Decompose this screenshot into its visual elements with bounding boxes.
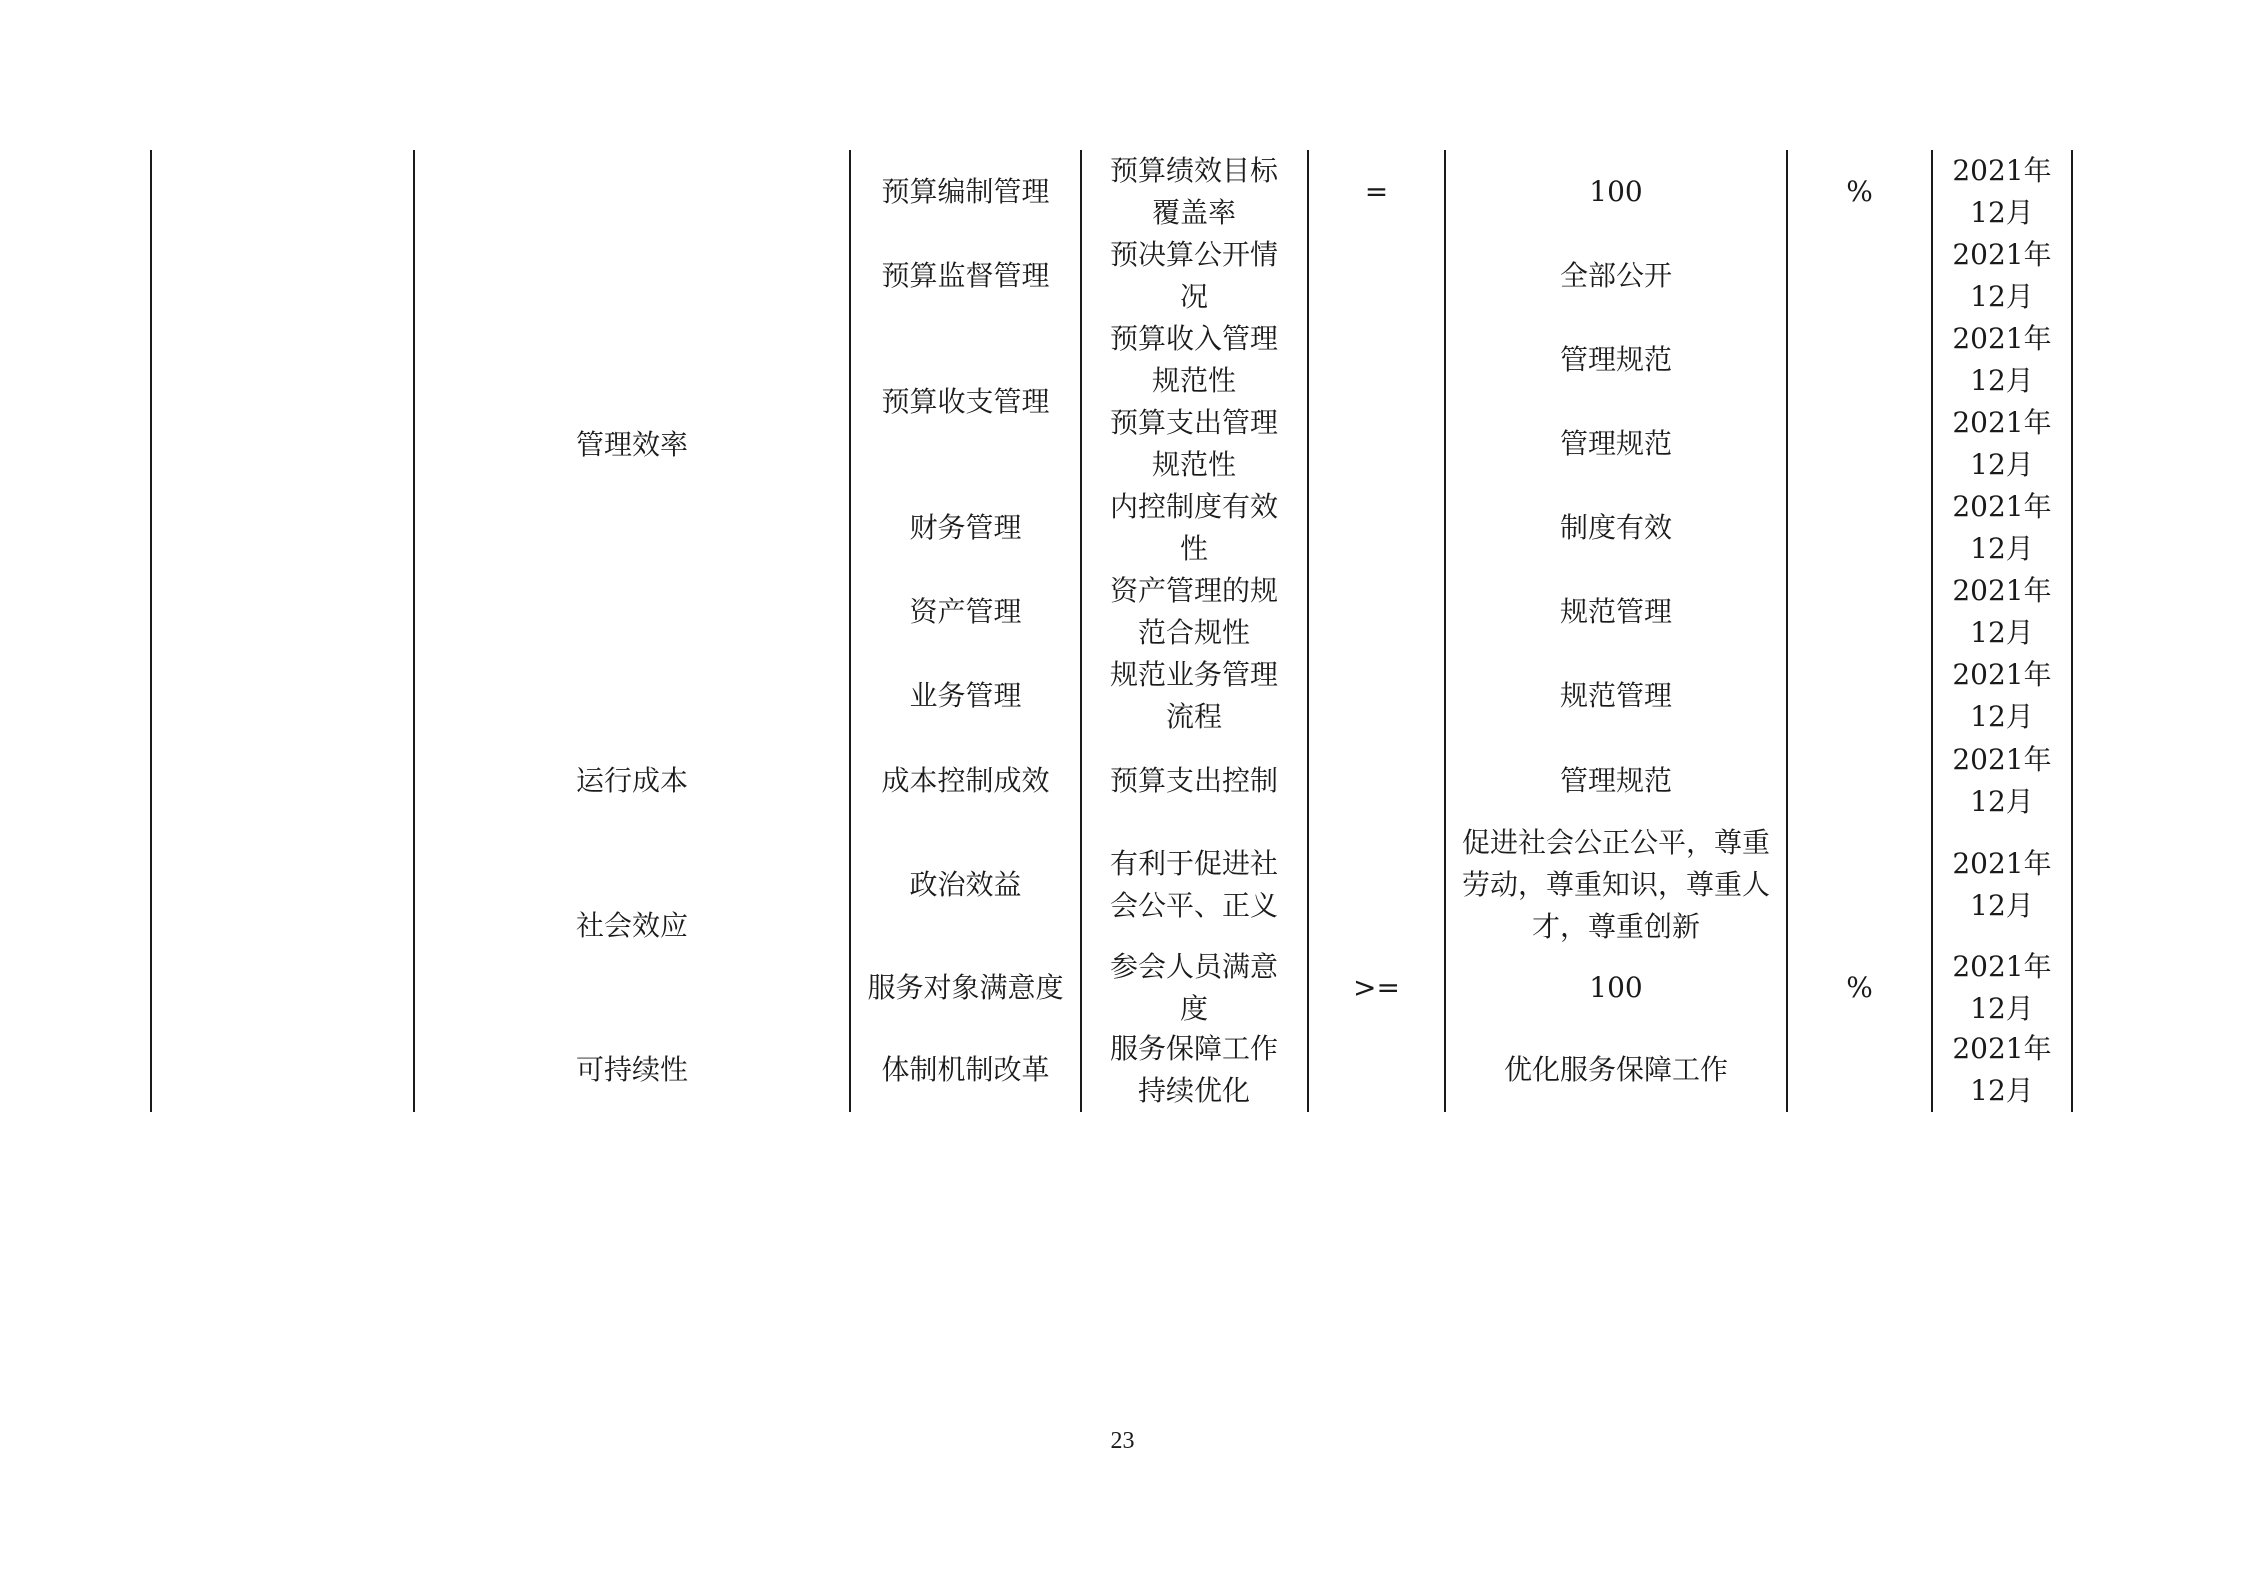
level2-operating-cost: 运行成本: [575, 764, 688, 797]
level3-cell: 预算收支管理: [881, 385, 1050, 418]
target-cell: 管理规范: [1559, 427, 1672, 460]
target-cell: 促进社会公正公平，尊重劳动，尊重知识，尊重人才，尊重创新: [1461, 826, 1770, 943]
indicator-cell: 预算绩效目标覆盖率: [1109, 154, 1278, 229]
target-cell: 管理规范: [1559, 764, 1672, 797]
level3-cell: 预算监督管理: [881, 259, 1050, 292]
operator-cell: =: [1364, 175, 1389, 208]
level2-social-effect: 社会效应: [575, 908, 688, 942]
level3-cell: 业务管理: [909, 679, 1022, 712]
date-cell: 2021年12月: [1952, 949, 2052, 1025]
indicator-cell: 参会人员满意度: [1109, 949, 1278, 1025]
page-number: 23: [1110, 1428, 1135, 1454]
date-cell: 2021年12月: [1952, 574, 2052, 649]
indicator-cell: 有利于促进社会公平、正义: [1109, 847, 1278, 922]
date-cell: 2021年12月: [1952, 406, 2052, 481]
unit-cell: %: [1846, 175, 1873, 208]
level3-cell: 预算编制管理: [881, 175, 1050, 208]
target-cell: 管理规范: [1559, 343, 1672, 376]
date-cell: 2021年12月: [1952, 743, 2052, 818]
indicator-cell: 预算收入管理规范性: [1109, 322, 1278, 397]
date-cell: 2021年12月: [1952, 322, 2052, 397]
level3-cell: 政治效益: [909, 868, 1022, 901]
table-border-left: [150, 150, 152, 1112]
date-cell: 2021年12月: [1952, 658, 2052, 733]
date-cell: 2021年12月: [1952, 154, 2052, 229]
table-divider-col3: [1080, 150, 1082, 1112]
indicator-cell: 预决算公开情况: [1109, 238, 1278, 313]
target-cell: 制度有效: [1559, 511, 1672, 544]
target-cell: 规范管理: [1559, 679, 1672, 712]
table-border-right: [2071, 150, 2073, 1112]
level2-sustainability: 可持续性: [575, 1053, 688, 1086]
level2-management-efficiency: 管理效率: [575, 427, 688, 461]
level3-cell: 成本控制成效: [881, 764, 1050, 797]
indicator-cell: 预算支出控制: [1109, 764, 1278, 797]
date-cell: 2021年12月: [1952, 490, 2052, 565]
indicator-cell: 规范业务管理流程: [1109, 658, 1278, 733]
date-cell: 2021年12月: [1952, 847, 2052, 922]
target-cell: 100: [1589, 175, 1643, 208]
table-divider-col7: [1931, 150, 1933, 1112]
indicator-cell: 内控制度有效性: [1109, 490, 1278, 565]
target-cell: 规范管理: [1559, 595, 1672, 628]
unit-cell: %: [1846, 970, 1873, 1004]
operator-cell: >=: [1353, 970, 1400, 1004]
level3-cell: 体制机制改革: [881, 1053, 1050, 1086]
target-cell: 优化服务保障工作: [1503, 1053, 1728, 1086]
date-cell: 2021年12月: [1952, 238, 2052, 313]
level3-cell: 财务管理: [909, 511, 1022, 544]
indicator-cell: 服务保障工作持续优化: [1109, 1032, 1278, 1107]
date-cell: 2021年12月: [1952, 1032, 2052, 1107]
indicator-cell: 资产管理的规范合规性: [1109, 574, 1278, 649]
target-cell: 100: [1589, 970, 1643, 1004]
level3-cell: 资产管理: [909, 595, 1022, 628]
target-cell: 全部公开: [1559, 259, 1672, 292]
level3-cell: 服务对象满意度: [867, 970, 1064, 1004]
indicator-cell: 预算支出管理规范性: [1109, 406, 1278, 481]
